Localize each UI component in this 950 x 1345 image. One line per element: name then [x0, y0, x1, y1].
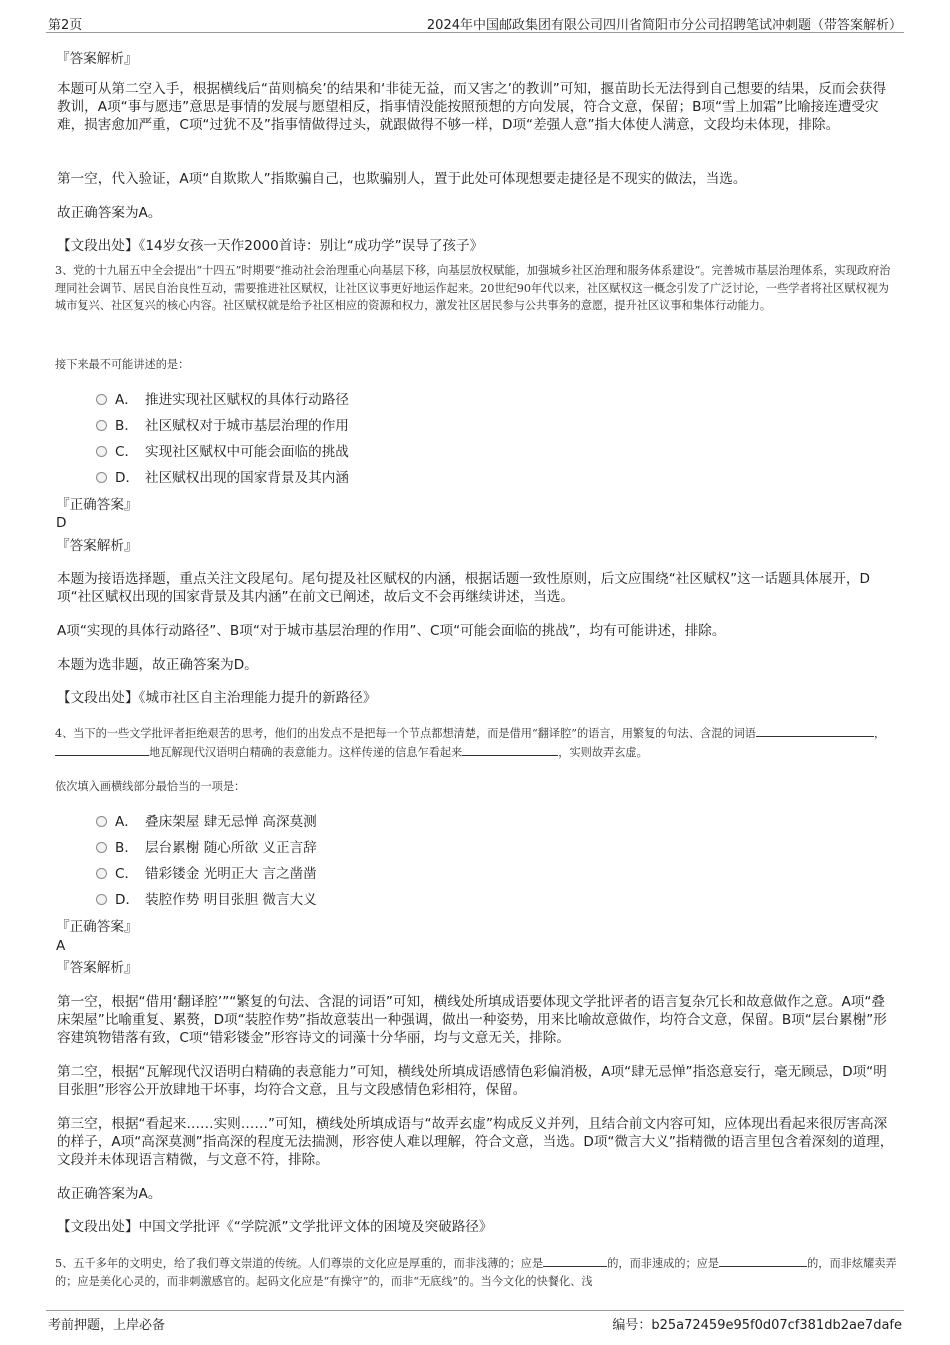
- radio-icon[interactable]: [96, 472, 107, 483]
- document-title: 2024年中国邮政集团有限公司四川省简阳市分公司招聘笔试冲刺题（带答案解析）: [426, 18, 902, 33]
- radio-icon[interactable]: [96, 420, 107, 431]
- radio-icon[interactable]: [96, 446, 107, 457]
- option-c[interactable]: C． 错彩镂金 光明正大 言之凿凿: [96, 864, 317, 884]
- analysis-paragraph: 本题为选非题，故正确答案为D。: [57, 657, 258, 673]
- analysis-label: 『答案解析』: [56, 960, 138, 976]
- option-d[interactable]: D． 装腔作势 明目张胆 微言大义: [96, 890, 317, 910]
- analysis-paragraph: 本题可从第二空入手，根据横线后“苗则槁矣’的结果和‘非徒无益，而又害之’的教训”可知，揠苗助长无法得到自己想要的结果，反而会获得教训，A项“事与愿违”意思是事情的发展与愿望相反，指事情没能按照预想的方向发展，符合文意，保留；B项“雪上加霜”比喻接连遭受灾难，损害愈加严重，C项“过犹不及”指事情做得过头，就跟做得不够一样，D项“差强人意”指大体使人满意，文段均未体现，排除。: [57, 81, 887, 133]
- radio-icon[interactable]: [96, 816, 107, 827]
- analysis-paragraph: 故正确答案为A。: [57, 1186, 162, 1202]
- radio-icon[interactable]: [96, 394, 107, 405]
- answer-value: D: [56, 515, 67, 531]
- analysis-paragraph: 第三空，根据“看起来……实则……”可知，横线处所填成语与“故弄玄虚”构成反义并列，且结合前文内容可知，应体现出看起来很厉害高深的样子，A项“高深莫测”指高深的程度无法揣测，形容使人难以理解，符合文意，当选。D项“微言大义”指精微的语言里包含着深刻的道理，文段并未体现语言精微，与文意不符，排除。: [57, 1116, 894, 1168]
- answer-label: 『正确答案』: [56, 497, 138, 513]
- analysis-paragraph: 本题为接语选择题，重点关注文段尾句。尾句提及社区赋权的内涵，根据话题一致性原则，后文应围绕“社区赋权”这一话题具体展开，D项“社区赋权出现的国家背景及其内涵”在前文已阐述，故后文不会再继续讲述，当选。: [57, 571, 870, 605]
- analysis-paragraph: 第一空，代入验证，A项“自欺欺人”指欺骗自己，也欺骗别人，置于此处可体现想要走捷径是不现实的做法，当选。: [57, 171, 747, 187]
- question-stem: 3、党的十九届五中全会提出“十四五”时期要“推动社会治理重心向基层下移，向基层放权赋能，加强城乡社区治理和服务体系建设”。完善城市基层治理体系，实现政府治理同社会调节、居民自治良性互动，需要推进社区赋权，让社区议事更好地运作起来。20世纪90年代以来，社区赋权这一概念引发了广泛讨论，一些学者将社区赋权视为城市复兴、社区复兴的核心内容。社区赋权就是给予社区相应的资源和权力，激发社区居民参与公共事务的意愿，提升社区议事和集体行动能力。: [55, 264, 891, 312]
- source-citation: 【文段出处】《城市社区自主治理能力提升的新路径》: [57, 690, 377, 706]
- analysis-paragraph: 故正确答案为A。: [57, 205, 162, 221]
- question-stem: 5、五千多年的文明史，给了我们尊文崇道的传统。人们尊崇的文化应是厚重的，而非浅薄的；应是 的，而非速成的；应是 的，而非炫耀卖弄的；应是美化心灵的，而非刺激感官的。起码文化应是“有操守”的，而非“无底线”的。当今文化的快餐化、浅: [55, 1254, 897, 1290]
- answer-value: A: [56, 938, 66, 954]
- fill-blank[interactable]: [462, 743, 558, 756]
- analysis-paragraph: A项“实现的具体行动路径”、B项“对于城市基层治理的作用”、C项“可能会面临的挑战”，均有可能讲述，排除。: [57, 623, 726, 639]
- fill-blank[interactable]: [719, 1254, 807, 1267]
- fill-blank[interactable]: [55, 743, 149, 756]
- analysis-label: 『答案解析』: [56, 538, 138, 554]
- option-b[interactable]: B． 社区赋权对于城市基层治理的作用: [96, 416, 349, 436]
- answer-label: 『正确答案』: [56, 919, 138, 935]
- option-c[interactable]: C． 实现社区赋权中可能会面临的挑战: [96, 442, 349, 462]
- radio-icon[interactable]: [96, 842, 107, 853]
- option-a[interactable]: A． 推进实现社区赋权的具体行动路径: [96, 390, 349, 410]
- question-stem: 4、当下的一些文学批评者拒绝艰苦的思考，他们的出发点不是把每一个节点都想清楚，而是借用“翻译腔”的语言，用繁复的句法、含混的词语 ， 地瓦解现代汉语明白精确的表意能力。这样传递的信息乍看起来 ，实则故弄玄虚。: [55, 724, 897, 761]
- source-citation: 【文段出处】《14岁女孩一天作2000首诗：别让“成功学”误导了孩子》: [57, 238, 484, 254]
- footer-slogan: 考前押题，上岸必备: [48, 1318, 166, 1333]
- option-b[interactable]: B． 层台累榭 随心所欲 义正言辞: [96, 838, 317, 858]
- document-code: 编号：b25a72459e95f0d07cf381db2ae7dafe: [612, 1318, 902, 1333]
- page-number: 第2页: [48, 18, 83, 33]
- analysis-paragraph: 第二空，根据“瓦解现代汉语明白精确的表意能力”可知，横线处所填成语感情色彩偏消极，A项“肆无忌惮”指恣意妄行，毫无顾忌，D项“明目张胆”形容公开放肆地干坏事，均符合文意，且与文段感情色彩相符，保留。: [57, 1064, 887, 1098]
- option-a[interactable]: A． 叠床架屋 肆无忌惮 高深莫测: [96, 812, 317, 832]
- radio-icon[interactable]: [96, 894, 107, 905]
- analysis-paragraph: 第一空，根据“借用‘翻译腔’”“繁复的句法、含混的词语”可知，横线处所填成语要体现文学批评者的语言复杂冗长和故意做作之意。A项“叠床架屋”比喻重复、累赘，D项“装腔作势”指故意装出一种强调，做出一种姿势，用来比喻故意做作，均符合文意，保留。B项“层台累榭”形容建筑物错落有致，C项“错彩镂金”形容诗文的词藻十分华丽，均与文意无关，排除。: [57, 994, 887, 1046]
- question-prompt: 接下来最不可能讲述的是：: [55, 358, 190, 371]
- fill-blank[interactable]: [756, 724, 874, 737]
- fill-blank[interactable]: [543, 1254, 607, 1267]
- page-footer: [46, 1310, 904, 1333]
- question-prompt: 依次填入画横线部分最恰当的一项是：: [55, 780, 246, 793]
- page-header: [46, 12, 904, 33]
- source-citation: 【文段出处】中国文学批评《“学院派”文学批评文体的困境及突破路径》: [57, 1219, 493, 1235]
- radio-icon[interactable]: [96, 868, 107, 879]
- option-d[interactable]: D． 社区赋权出现的国家背景及其内涵: [96, 468, 349, 488]
- analysis-label: 『答案解析』: [56, 51, 138, 67]
